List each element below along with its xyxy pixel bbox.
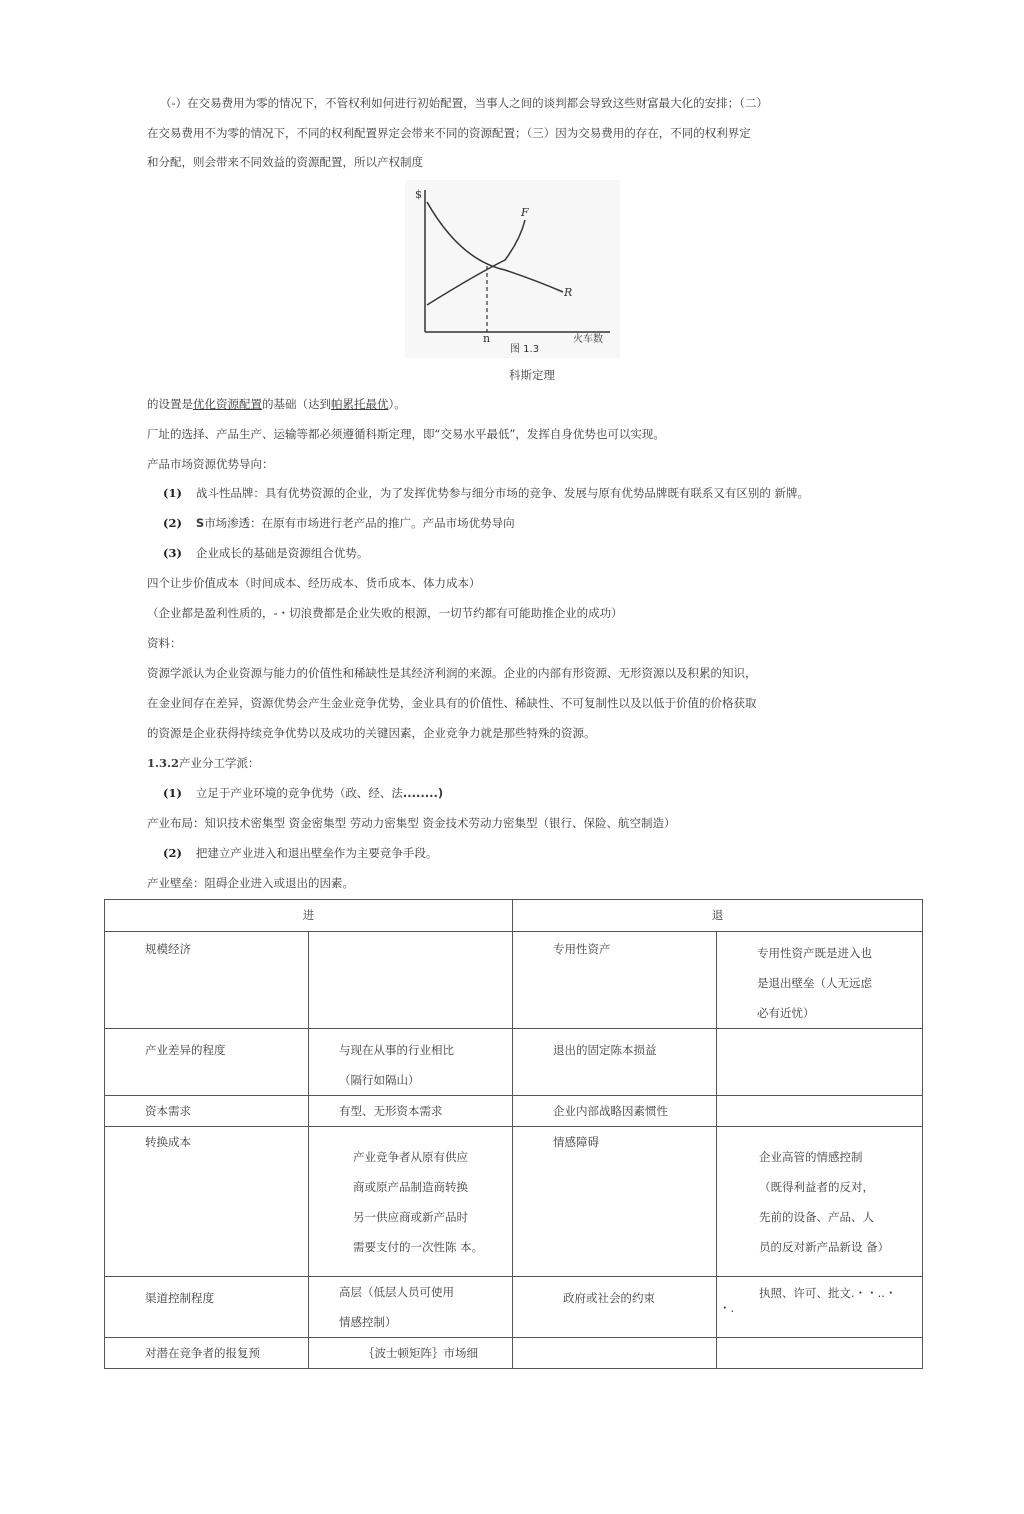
cell-line: 需要支付的一次性陈 本。 — [353, 1240, 484, 1254]
cell-line: 必有近忧） — [757, 1006, 815, 1020]
figure-number: 图 1.3 — [510, 344, 540, 355]
link-pareto-optimal[interactable]: 帕累托最优 — [331, 397, 389, 411]
cell-line: 员的反对新产品新设 备） — [759, 1240, 890, 1254]
link-resource-allocation[interactable]: 优化资源配置 — [193, 397, 262, 411]
cell-text: 退出的固定陈本损益 — [553, 1043, 657, 1057]
list-item — [163, 846, 437, 860]
table-cell — [717, 1029, 923, 1096]
cell-text: 政府或社会的约束 — [563, 1291, 655, 1305]
section-heading — [147, 756, 260, 770]
r-label: R — [564, 286, 573, 299]
x-axis-label: 火车数 — [573, 334, 603, 345]
cell-text: 有型、无形资本需求 — [339, 1104, 443, 1118]
table-cell — [309, 1127, 513, 1277]
figure-caption: 科斯定理 — [509, 368, 555, 382]
table-cell — [105, 1277, 309, 1338]
text-span: ）。 — [388, 397, 406, 411]
table-cell — [309, 1029, 513, 1096]
cell-text: 专用性资产 — [553, 942, 611, 956]
table-cell — [105, 932, 309, 1029]
paragraph-line: （企业都是盈利性质的，-・切浪费都是企业失败的根源，一切节约都有可能助推企业的成功） — [147, 606, 623, 620]
cell-text: 规模经济 — [145, 942, 191, 956]
header-entry: 进 — [105, 900, 513, 932]
cell-line: 高层（低层人员可使用 — [339, 1285, 454, 1299]
table-row — [105, 1127, 923, 1277]
list-text-bold: S — [195, 516, 205, 530]
table-cell — [105, 1127, 309, 1277]
list-item — [163, 516, 515, 530]
text-span: 的基础（达到 — [262, 397, 331, 411]
table-row — [105, 932, 923, 1029]
table-cell — [717, 1338, 923, 1369]
cell-line: ・. — [719, 1301, 735, 1315]
list-dots: ........) — [402, 786, 444, 800]
list-number: (2) — [163, 846, 182, 860]
table-cell — [513, 1127, 717, 1277]
table-row — [105, 1029, 923, 1096]
table-cell — [309, 1096, 513, 1127]
cell-line: （隔行如隔山） — [339, 1073, 420, 1087]
list-text: 企业成长的基础是资源组合优势。 — [195, 546, 369, 560]
cell-text: 情感障碍 — [553, 1135, 599, 1149]
table-cell — [309, 1277, 513, 1338]
table-cell — [105, 1338, 309, 1369]
section-title: 产业分工学派： — [179, 756, 260, 770]
list-number: (3) — [163, 546, 182, 560]
list-number: (2) — [163, 516, 182, 530]
section-number: 1.3.2 — [147, 756, 180, 770]
paragraph-line: 的资源是企业获得持续竞争优势以及成功的关键因素，企业竞争力就是那些特殊的资源。 — [147, 726, 596, 740]
list-text: 立足于产业环境的竞争优势（政、经、法 — [195, 786, 403, 800]
cell-line: 企业高管的情感控制 — [759, 1150, 863, 1164]
cell-line: 商或原产品制造商转换 — [353, 1180, 468, 1194]
table-cell — [105, 1029, 309, 1096]
table-cell — [513, 932, 717, 1029]
paragraph-line: （-）在交易费用为零的情况下，不管权利如何进行初始配置，当事人之间的谈判都会导致这些财富最大化的安排；（二） — [160, 96, 768, 110]
paragraph-line: 厂址的选择、产品生产、运输等都必须遵循科斯定理，即“交易水平最低”，发挥自身优势也可以实现。 — [147, 427, 665, 441]
paragraph-line: 在金业间存在差异，资源优势会产生金业竞争优势，金业具有的价值性、稀缺性、不可复制性以及以低于价值的价格获取 — [147, 696, 757, 710]
y-axis-label: $ — [415, 188, 422, 201]
list-item — [163, 786, 443, 800]
cell-line: 与现在从事的行业相比 — [339, 1043, 454, 1057]
table-row — [105, 1277, 923, 1338]
text-span: 的设置是 — [147, 397, 193, 411]
table-header-row — [105, 900, 923, 932]
cell-line: 产业竞争者从原有供应 — [353, 1150, 468, 1164]
cell-line: 另一供应商或新产品时 — [353, 1210, 468, 1224]
cell-text: 对潜在竞争者的报复预 — [145, 1346, 260, 1360]
coase-theorem-figure — [405, 180, 620, 358]
cell-line: 是退出壁垒（人无远虑 — [757, 976, 872, 990]
barrier-table — [104, 899, 923, 1369]
table-cell — [717, 932, 923, 1029]
list-text: 战斗性品牌：具有优势资源的企业，为了发挥优势参与细分市场的竞争、发展与原有优势品牌既有联系又有区别的 新牌。 — [195, 486, 810, 500]
cell-line: 情感控制） — [339, 1315, 397, 1329]
cell-line: 专用性资产既是进入也 — [757, 946, 872, 960]
cell-line: 执照、许可、批文.・・..・ — [759, 1286, 897, 1300]
table-cell — [717, 1096, 923, 1127]
x-tick: n — [483, 332, 491, 345]
cell-line: 先前的设备、产品、人 — [759, 1210, 874, 1224]
table-cell — [309, 1338, 513, 1369]
paragraph-line — [147, 397, 406, 411]
paragraph-line: 资料： — [147, 636, 182, 650]
list-text: 把建立产业进入和退出壁垒作为主要竞争手段。 — [195, 846, 438, 860]
paragraph-line: 和分配，则会带来不同效益的资源配置，所以产权制度 — [147, 155, 423, 169]
list-number: (1) — [163, 786, 182, 800]
table-cell — [513, 1029, 717, 1096]
header-exit: 退 — [513, 900, 923, 932]
list-item — [163, 486, 809, 500]
cell-text: 资本需求 — [145, 1104, 191, 1118]
paragraph-line: 产业壁垒：阻碍企业进入或退出的因素。 — [147, 876, 354, 890]
cell-text: 转换成本 — [145, 1135, 191, 1149]
table-cell — [513, 1277, 717, 1338]
cell-line: （既得利益者的反对， — [759, 1180, 874, 1194]
cell-text: 企业内部战略因素惯性 — [553, 1104, 668, 1118]
table-cell — [717, 1277, 923, 1338]
paragraph-line: 产业布局：知识技术密集型 资金密集型 劳动力密集型 资金技术劳动力密集型（银行、保险、航空制造） — [147, 816, 676, 830]
table-cell — [105, 1096, 309, 1127]
table-cell — [513, 1338, 717, 1369]
list-number: (1) — [163, 486, 182, 500]
table-row — [105, 1338, 923, 1369]
table-cell — [513, 1096, 717, 1127]
f-label: F — [521, 206, 529, 219]
cell-text: 产业差异的程度 — [145, 1043, 226, 1057]
list-text: 市场渗透：在原有市场进行老产品的推广。产品市场优势导向 — [204, 516, 515, 530]
paragraph-line: 四个让步价值成本（时间成本、经历成本、货币成本、体力成本） — [147, 576, 481, 590]
list-item — [163, 546, 368, 560]
paragraph-line: 资源学派认为企业资源与能力的价值性和稀缺性是其经济利润的来源。企业的内部有形资源、无形资源以及积累的知识， — [147, 666, 757, 680]
cell-text: 渠道控制程度 — [145, 1291, 214, 1305]
table-row — [105, 1096, 923, 1127]
table-cell — [717, 1127, 923, 1277]
cell-text: ｛波士顿矩阵｝市场细 — [363, 1346, 478, 1360]
table-cell — [309, 932, 513, 1029]
paragraph-line: 产品市场资源优势导向： — [147, 457, 274, 471]
paragraph-line: 在交易费用不为零的情况下，不同的权利配置界定会带来不同的资源配置；（三）因为交易费用的存在，不同的权利界定 — [147, 126, 751, 140]
